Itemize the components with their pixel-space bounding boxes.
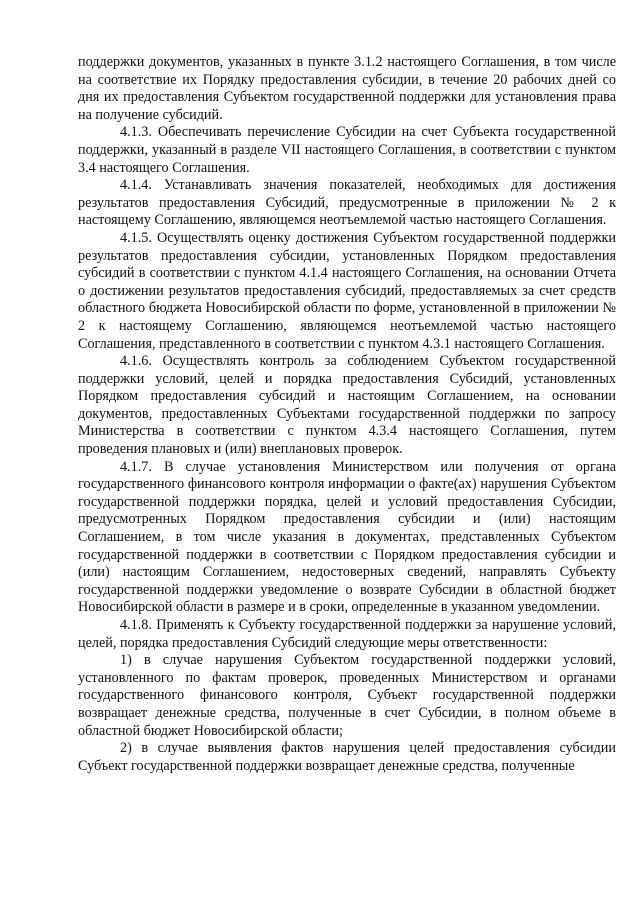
paragraph-4-1-7: 4.1.7. В случае установления Министерством или получения от органа государственного финансового контроля информации о факте(ах) нарушения Субъектом государственной поддержки порядка, целей и условий предоставления Субсидии, предусмотренных Порядком предоставления субсидии и (или) настоящим Соглашением, в том числе указания в документах, представленных Субъектом государственной поддержки в соответствии с Порядком предоставления субсидии и (или) настоящим Соглашением, недостоверных сведений, направлять Субъекту государственной поддержки уведомление о возврате Субсидии в областной бюджет Новосибирской области в размере и в сроки, определенные в указанном уведомлении. — [78, 458, 616, 616]
paragraph-item-1: 1) в случае нарушения Субъектом государственной поддержки условий, установленного по фактам проверок, проведенных Министерством и органами государственного финансового контроля, Субъект государственной поддержки возвращает денежные средства, полученные в счет Субсидии, в полном объеме в областной бюджет Новосибирской области; — [78, 652, 616, 739]
paragraph-4-1-8: 4.1.8. Применять к Субъекту государственной поддержки за нарушение условий, целей, порядка предоставления Субсидий следующие меры ответственности: — [78, 617, 616, 651]
paragraph-item-2: 2) в случае выявления фактов нарушения целей предоставления субсидии Субъект государственной поддержки возвращает денежные средства, полученные — [78, 740, 616, 774]
paragraph-4-1-4: 4.1.4. Устанавливать значения показателей, необходимых для достижения результатов предоставления Субсидий, предусмотренные в приложении № 2 к настоящему Соглашению, являющемся неотъемлемой частью настоящего Соглашения. — [78, 177, 616, 229]
paragraph-4-1-5: 4.1.5. Осуществлять оценку достижения Субъектом государственной поддержки результатов предоставления субсидии, установленных Порядком предоставления субсидий в соответствии с пунктом 4.1.4 настоящего Соглашения, на основании Отчета о достижении результатов предоставления субсидий, предоставляемых за счет средств областного бюджета Новосибирской области по форме, установленной в приложении № 2 к настоящему Соглашению, являющемся неотъемлемой частью настоящего Соглашения, представленного в соответствии с пунктом 4.3.1 настоящего Соглашения. — [78, 229, 616, 352]
paragraph-continuation: поддержки документов, указанных в пункте 3.1.2 настоящего Соглашения, в том числе на соответствие их Порядку предоставления субсидии, в течение 20 рабочих дней со дня их предоставления Субъектом государственной поддержки для установления права на получение субсидий. — [78, 54, 616, 123]
paragraph-4-1-6: 4.1.6. Осуществлять контроль за соблюдением Субъектом государственной поддержки условий, целей и порядка предоставления Субсидий, установленных Порядком предоставления субсидий и настоящим Соглашением, на основании документов, предоставленных Субъектами государственной поддержки по запросу Министерства в соответствии с пунктом 4.3.4 настоящего Соглашения, путем проведения плановых и (или) внеплановых проверок. — [78, 353, 616, 458]
paragraph-4-1-3: 4.1.3. Обеспечивать перечисление Субсидии на счет Субъекта государственной поддержки, указанный в разделе VII настоящего Соглашения, в соответствии с пунктом 3.4 настоящего Соглашения. — [78, 124, 616, 176]
document-page — [78, 54, 616, 775]
